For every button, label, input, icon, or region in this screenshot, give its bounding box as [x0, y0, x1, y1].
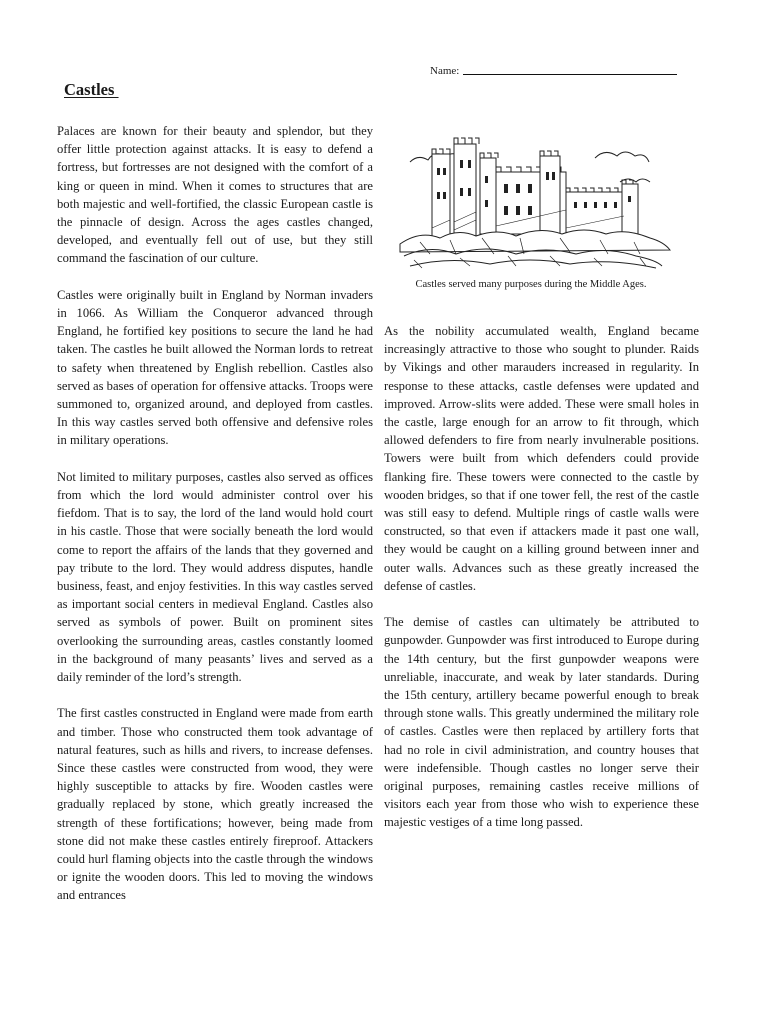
paragraph: Castles were originally built in England by Norman invaders in 1066. As William the Conqueror advanced through England, he fortified key positions to secure the land he had taken. The castles he built allowed the Norman lords to retreat to safety when threatened by English rebellion. Castles also served as bases of operation for offensive attacks. Troops were summoned to, organized around, and deployed from castles. In this way castles served both offensive and defensive roles in military operations.	[57, 287, 373, 448]
page-title: Castles	[64, 80, 119, 99]
paragraph: The first castles constructed in England were made from earth and timber. Those who constructed them took advantage of natural features, such as hills and rivers, to increase defenses. Since these castles were constructed from wood, they were highly susceptible to attacks by fire. Wooden castles were gradually replaced by stone, which greatly increased the strength of these fortifications; however, being made from stone did not make these castles entirely fireproof. Attackers could hurl flaming objects into the castle through the windows or ignite the wooden doors. This led to moving the windows and entrances	[57, 706, 373, 903]
right-column	[384, 322, 699, 850]
figure-caption: Castles served many purposes during the Middle Ages.	[415, 279, 647, 290]
name-field[interactable]	[430, 63, 677, 78]
paragraph: Not limited to military purposes, castles also served as offices from which the lord would administer control over his fiefdom. That is to say, the lord of the land would hold court in his castle. Those that were socially beneath the lord would come to report the affairs of the lands that they governed and pay tribute to the lord. They would address disputes, handle business, feast, and enjoy festivities. In this way castles served as important social centers in medieval England. Castles also served as symbols of power. Built on prominent sites overlooking the surrounding areas, castles constantly loomed in the background of many peasants’ lives and served as a daily reminder of the lord’s strength.	[57, 469, 373, 685]
left-column	[57, 122, 373, 923]
castle-illustration-icon	[390, 132, 672, 274]
paragraph: As the nobility accumulated wealth, England became increasingly attractive to those who sought to plunder. Raids by Vikings and other marauders increased in regularity. In response to these attacks, castle defenses were updated and improved. Arrow-slits were added. These were small holes in the castle, large enough for an arrow to fit through, which allowed defenders to fire from nearly invulnerable positions. Towers were built from which defenders could provide flanking fire. These towers were connected to the castle by wooden bridges, so that if one tower fell, the rest of the castle was still easy to defend. Multiple rings of castle walls were constructed, so that even if attackers made it past one wall, they would be caught on a killing ground between inner and outer walls. Advances such as these greatly increased the defense of castles.	[384, 324, 699, 593]
name-blank-line[interactable]	[463, 63, 677, 75]
name-label: Name:	[430, 65, 460, 77]
paragraph: Palaces are known for their beauty and splendor, but they offer little protection against attacks. It is easy to defend a fortress, but fortresses are not designed with the comfort of a king or queen in mind. When it comes to structures that are both majestic and well-fortified, the classic European castle is the pinnacle of design. Across the ages castles changed, developed, and eventually fell out of use, but they still command the fascination of our culture.	[57, 124, 373, 266]
paragraph: The demise of castles can ultimately be attributed to gunpowder. Gunpowder was first introduced to Europe during the 14th century, but the first gunpowder weapons were unreliable, inaccurate, and weak by later standards. During the 15th century, artillery became powerful enough to break through stone walls. This greatly undermined the military role of castles. Castles were then replaced by artillery forts that had no role in civil administration, and country houses that were indefensible. Though castles no longer serve their original purposes, remaining castles receive millions of visitors each year from those who wish to experience these majestic vestiges of a time long passed.	[384, 615, 699, 830]
